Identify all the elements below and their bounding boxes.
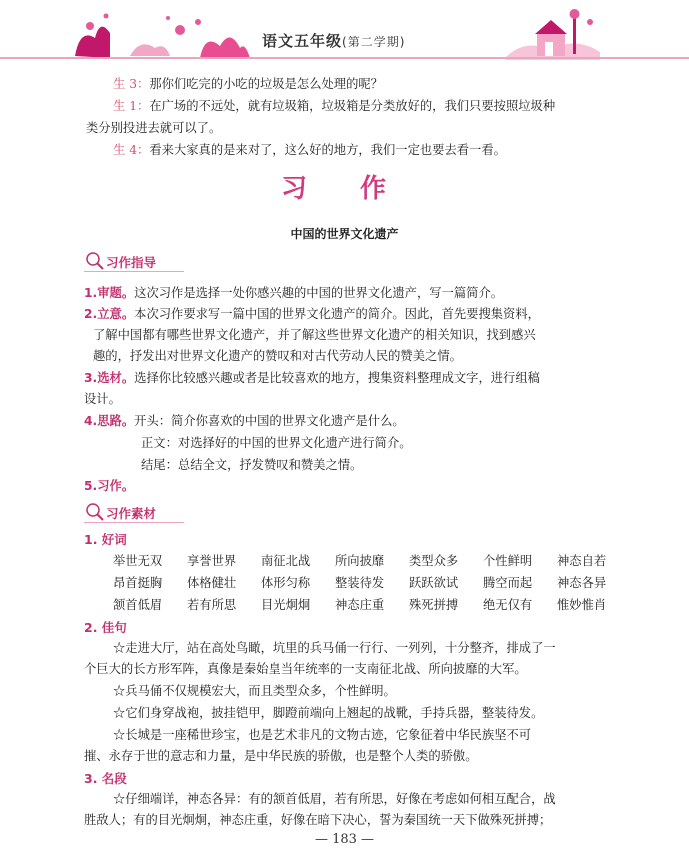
guide-item-5: 5.习作。	[84, 479, 135, 493]
sentences-label: 2. 佳句	[84, 620, 127, 635]
word: 整装待发	[335, 576, 385, 590]
guide-item-1: 1.审题。这次习作是选择一处你感兴趣的中国的世界文化遗产，写一篇简介。	[84, 286, 504, 300]
sentence-1-cont: 个巨大的长方形军阵，真像是秦始皇当年统率的一支南征北战、所向披靡的大军。	[84, 662, 527, 676]
word: 神态庄重	[335, 598, 385, 612]
word: 殊死拼搏	[409, 598, 459, 612]
paragraph-line-2: 胜敌人；有的目光炯炯，神态庄重，好像在暗下决心，誓为秦国统一天下做殊死拼搏；	[84, 813, 552, 827]
word: 绝无仅有	[483, 598, 533, 612]
sentence-3: ☆它们身穿战袍，披挂铠甲，脚蹬前端向上翘起的战靴，手持兵器，整装待发。	[113, 706, 544, 720]
page-title: 习 作	[280, 174, 409, 204]
header-rule	[0, 57, 689, 59]
paragraph-label: 3. 名段	[84, 771, 127, 786]
dialogue-line-1: 生 3：那你们吃完的小吃的垃圾是怎么处理的呢？	[113, 77, 383, 91]
guide-item-4: 4.思路。开头：简介你喜欢的中国的世界文化遗产是什么。	[84, 414, 405, 428]
paragraph-line-1: ☆仔细端详，神态各异：有的颔首低眉，若有所思，好像在考虑如何相互配合，战	[113, 792, 556, 806]
word: 若有所思	[187, 598, 237, 612]
guide-item-2-line-3: 趣的，抒发出对世界文化遗产的赞叹和对古代劳动人民的赞美之情。	[93, 349, 462, 363]
word: 享誉世界	[187, 554, 237, 568]
sentence-4-cont: 摧、永存于世的意志和力量，是中华民族的骄傲，也是整个人类的骄傲。	[84, 749, 478, 763]
words-grid	[113, 551, 631, 617]
dialogue-line-2-cont: 类分别投进去就可以了。	[86, 121, 222, 135]
page-number: — 183 —	[314, 832, 375, 847]
word: 神态自若	[557, 554, 607, 568]
guide-item-2-line-2: 了解中国都有哪些世界文化遗产，并了解这些世界文化遗产的相关知识，找到感兴	[93, 328, 536, 342]
header-decoration-left	[70, 8, 260, 60]
guide-heading-rule	[84, 271, 184, 272]
word: 体形匀称	[261, 576, 311, 590]
word: 神态各异	[557, 576, 607, 590]
guide-item-4-ending: 结尾：总结全文，抒发赞叹和赞美之情。	[141, 458, 363, 472]
header-title: 语文五年级(第二学期)	[262, 32, 406, 50]
guide-item-2: 2.立意。本次习作要求写一篇中国的世界文化遗产的简介。因此，首先要搜集资料，	[84, 307, 540, 321]
sentence-2: ☆兵马俑不仅规模宏大，而且类型众多，个性鲜明。	[113, 684, 396, 698]
dialogue-line-2: 生 1：在广场的不远处，就有垃圾箱，垃圾箱是分类放好的，我们只要按照垃圾种	[113, 99, 556, 113]
words-row	[113, 573, 631, 595]
sentence-4: ☆长城是一座稀世珍宝，也是艺术非凡的文物古迹，它象征着中华民族坚不可	[113, 728, 532, 742]
guide-item-3-line-2: 设计。	[84, 392, 121, 406]
materials-heading: 习作素材	[106, 506, 157, 521]
guide-heading: 习作指导	[106, 255, 157, 270]
guide-item-4-body: 正文：对选择好的中国的世界文化遗产进行简介。	[141, 436, 412, 450]
dialogue-line-3: 生 4：看来大家真的是来对了，这么好的地方，我们一定也要去看一看。	[113, 143, 506, 157]
word: 类型众多	[409, 554, 459, 568]
word: 昂首挺胸	[113, 576, 163, 590]
materials-heading-rule	[84, 522, 184, 523]
word: 惟妙惟肖	[557, 598, 607, 612]
guide-item-3: 3.选材。选择你比较感兴趣或者是比较喜欢的地方，搜集资料整理成文字，进行组稿	[84, 371, 540, 385]
word: 颔首低眉	[113, 598, 163, 612]
word: 所向披靡	[335, 554, 385, 568]
header-decoration-right	[505, 8, 615, 60]
words-row	[113, 551, 631, 573]
essay-topic: 中国的世界文化遗产	[290, 227, 399, 241]
word: 体格健壮	[187, 576, 237, 590]
words-label: 1. 好词	[84, 532, 127, 547]
words-row	[113, 595, 631, 617]
word: 南征北战	[261, 554, 311, 568]
word: 腾空而起	[483, 576, 533, 590]
sentence-1: ☆走进大厅，站在高处鸟瞰，坑里的兵马俑一行行、一列列，十分整齐，排成了一	[113, 641, 556, 655]
word: 举世无双	[113, 554, 163, 568]
word: 个性鲜明	[483, 554, 533, 568]
word: 跃跃欲试	[409, 576, 459, 590]
word: 目光炯炯	[261, 598, 311, 612]
